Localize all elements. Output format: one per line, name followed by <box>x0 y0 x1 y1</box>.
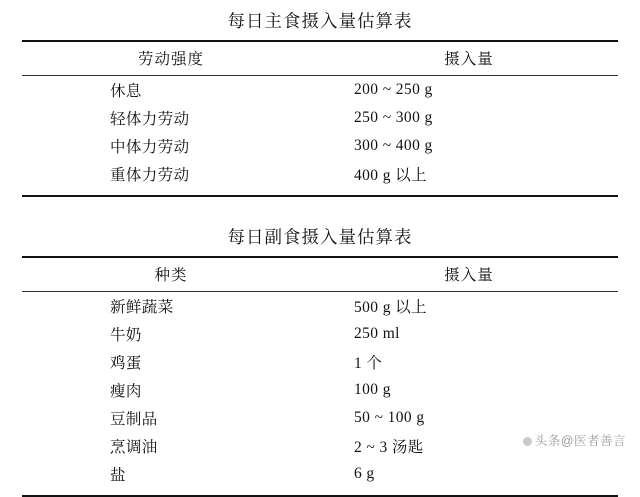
column-header-intake: 摄入量 <box>444 267 494 284</box>
cell-category: 中体力劳动 <box>110 139 190 156</box>
cell-category: 牛奶 <box>110 327 142 344</box>
cell-value: 300 ~ 400 g <box>354 137 433 154</box>
table-row <box>22 376 618 404</box>
watermark-text: 头条@医者善言 <box>534 434 626 448</box>
side-dish-table-title: 每日副食摄入量估算表 <box>227 227 413 247</box>
cell-category: 轻体力劳动 <box>110 111 190 128</box>
cell-category: 休息 <box>110 83 142 100</box>
between-tables-spacer <box>22 197 618 224</box>
column-header-labor-intensity: 劳动强度 <box>137 51 204 68</box>
table-row <box>22 348 618 376</box>
cell-category: 瘦肉 <box>110 383 142 400</box>
cell-category: 盐 <box>110 467 126 484</box>
table-header-row <box>22 42 618 75</box>
table-bottom-spacer <box>22 488 618 495</box>
table-row <box>22 76 618 104</box>
cell-value: 50 ~ 100 g <box>354 409 425 426</box>
cell-value: 100 g <box>354 381 391 398</box>
table-row <box>22 132 618 160</box>
staple-food-table-body <box>22 76 618 188</box>
watermark <box>523 431 626 449</box>
title-spacer <box>22 33 618 40</box>
cell-value: 250 ml <box>354 325 400 342</box>
side-dish-table-body <box>22 292 618 488</box>
cell-value: 2 ~ 3 汤匙 <box>354 439 424 456</box>
table-row <box>22 404 618 432</box>
watermark-dot-icon <box>523 437 532 446</box>
cell-value: 250 ~ 300 g <box>354 109 433 126</box>
cell-value: 200 ~ 250 g <box>354 81 433 98</box>
staple-food-table-title: 每日主食摄入量估算表 <box>227 11 413 31</box>
cell-value: 1 个 <box>354 355 383 372</box>
cell-category: 烹调油 <box>110 439 158 456</box>
table-row <box>22 104 618 132</box>
cell-value: 500 g 以上 <box>354 299 427 316</box>
top-spacer <box>22 0 618 8</box>
title-spacer <box>22 249 618 256</box>
side-dish-table-block <box>22 224 618 497</box>
staple-food-table-block <box>22 8 618 197</box>
table-row <box>22 460 618 488</box>
cell-category: 鸡蛋 <box>110 355 142 372</box>
cell-value: 400 g 以上 <box>354 167 427 184</box>
table-bottom-spacer <box>22 188 618 195</box>
cell-category: 豆制品 <box>110 411 158 428</box>
cell-category: 新鲜蔬菜 <box>110 299 174 316</box>
column-header-intake: 摄入量 <box>444 51 494 68</box>
cell-value: 6 g <box>354 465 375 482</box>
staple-food-table <box>22 42 618 75</box>
side-dish-table <box>22 258 618 291</box>
table-header-row <box>22 258 618 291</box>
column-header-type: 种类 <box>154 267 188 284</box>
cell-category: 重体力劳动 <box>110 167 190 184</box>
table-row <box>22 292 618 320</box>
table-row <box>22 320 618 348</box>
table-row <box>22 160 618 188</box>
